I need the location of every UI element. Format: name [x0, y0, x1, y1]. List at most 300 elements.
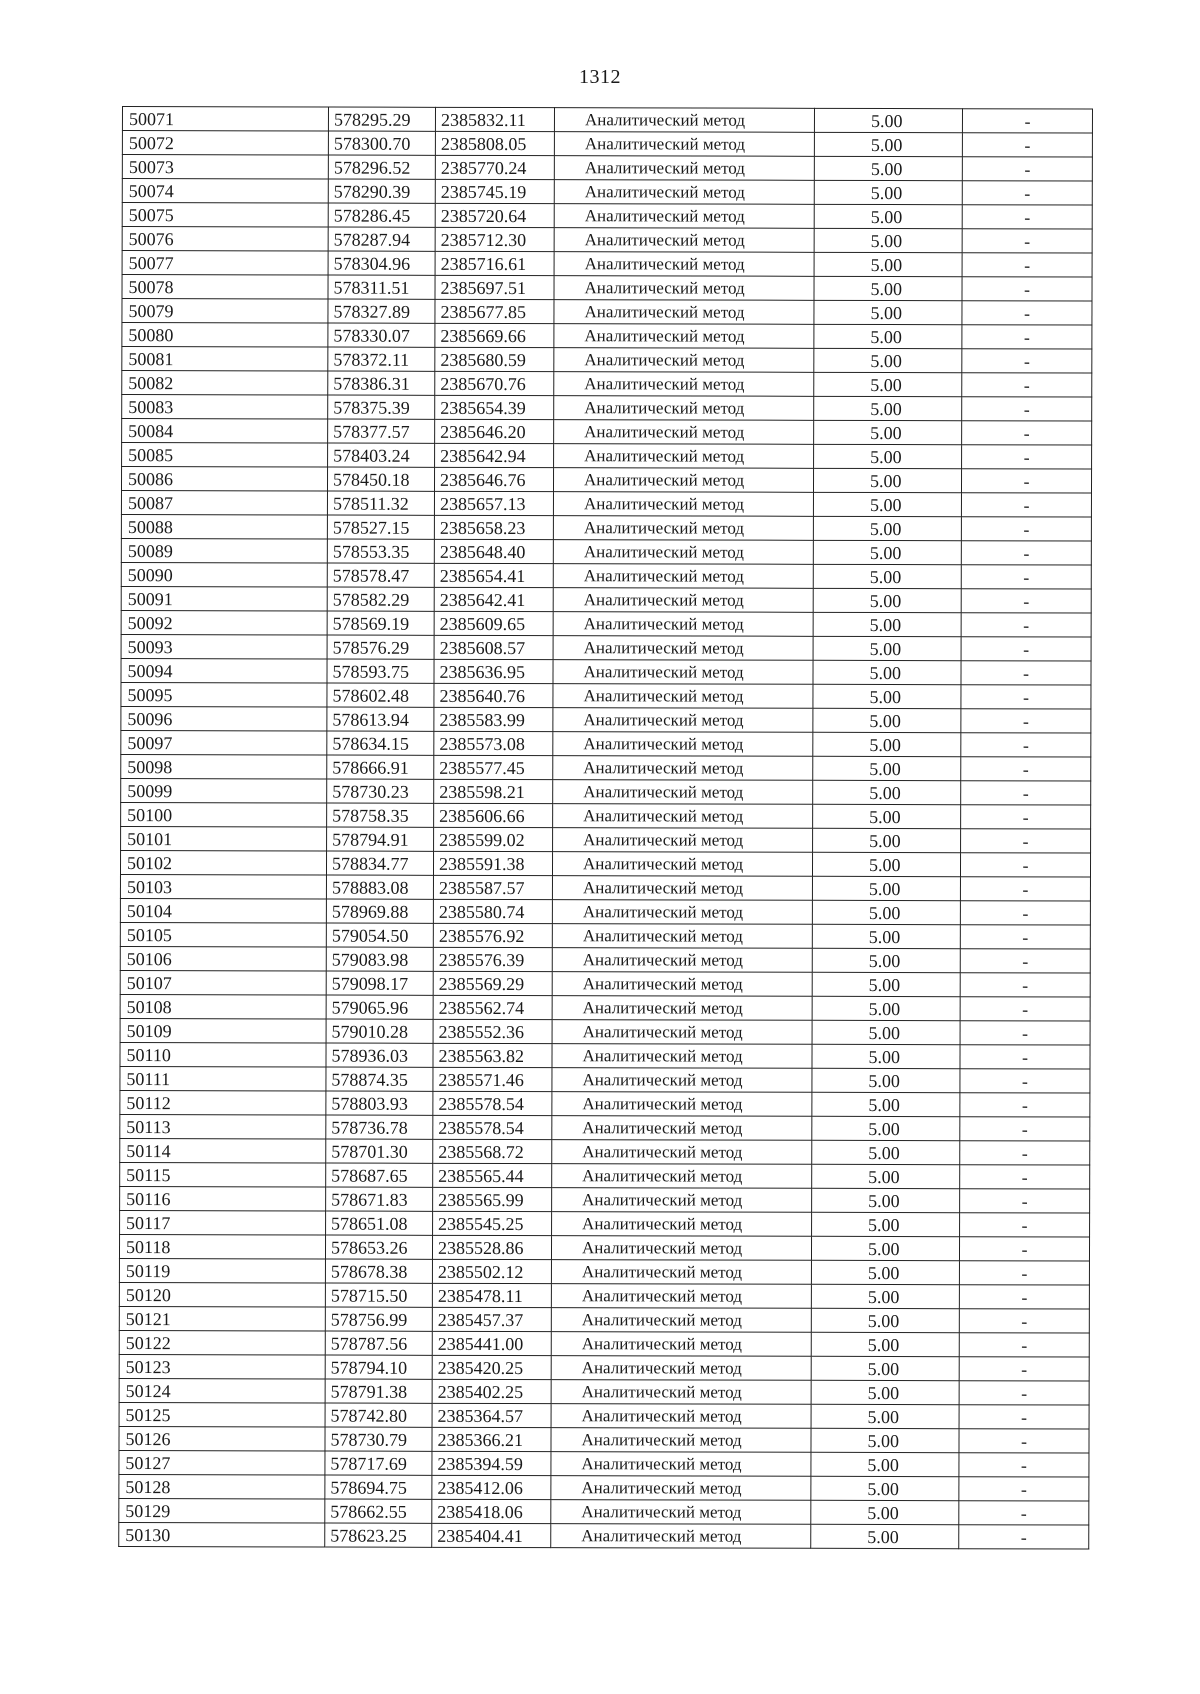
y-coordinate-cell: 2385716.61: [435, 251, 554, 275]
x-coordinate-cell: 578678.38: [325, 1259, 432, 1283]
accuracy-cell: 5.00: [814, 420, 962, 444]
point-number-cell: 50109: [120, 1018, 326, 1043]
note-cell: -: [959, 1429, 1089, 1453]
x-coordinate-cell: 578730.79: [325, 1427, 432, 1451]
method-cell: Аналитический метод: [552, 900, 812, 925]
point-number-cell: 50073: [122, 155, 328, 180]
y-coordinate-cell: 2385669.66: [435, 323, 554, 347]
accuracy-cell: 5.00: [812, 972, 960, 996]
x-coordinate-cell: 578372.11: [328, 347, 435, 371]
x-coordinate-cell: 578791.38: [325, 1379, 432, 1403]
accuracy-cell: 5.00: [814, 252, 962, 276]
table-row: [120, 1090, 1090, 1117]
y-coordinate-cell: 2385677.85: [435, 299, 554, 323]
table-row: [121, 682, 1091, 709]
table-row: [121, 467, 1091, 494]
point-number-cell: 50087: [121, 491, 327, 516]
note-cell: -: [959, 1405, 1089, 1429]
table-row: [121, 610, 1091, 637]
table-row: [120, 898, 1090, 925]
method-cell: Аналитический метод: [551, 1428, 811, 1453]
note-cell: -: [959, 1285, 1089, 1309]
note-cell: -: [962, 205, 1092, 229]
method-cell: Аналитический метод: [553, 588, 813, 613]
accuracy-cell: 5.00: [814, 348, 962, 372]
x-coordinate-cell: 578717.69: [325, 1451, 432, 1475]
method-cell: Аналитический метод: [551, 1452, 811, 1477]
table-row: [119, 1306, 1089, 1333]
method-cell: Аналитический метод: [553, 708, 813, 733]
note-cell: -: [961, 685, 1091, 709]
note-cell: -: [961, 757, 1091, 781]
method-cell: Аналитический метод: [552, 924, 812, 949]
point-number-cell: 50108: [120, 994, 326, 1019]
x-coordinate-cell: 578803.93: [326, 1091, 433, 1115]
y-coordinate-cell: 2385640.76: [434, 683, 553, 707]
x-coordinate-cell: 578969.88: [326, 899, 433, 923]
point-number-cell: 50095: [121, 682, 327, 707]
y-coordinate-cell: 2385658.23: [434, 515, 553, 539]
method-cell: Аналитический метод: [552, 1044, 812, 1069]
table-row: [122, 107, 1092, 134]
method-cell: Аналитический метод: [551, 1380, 811, 1405]
note-cell: -: [959, 1525, 1089, 1549]
x-coordinate-cell: 578701.30: [326, 1139, 433, 1163]
accuracy-cell: 5.00: [811, 1524, 959, 1548]
y-coordinate-cell: 2385636.95: [434, 659, 553, 683]
page-number: 1312: [579, 66, 621, 88]
method-cell: Аналитический метод: [552, 1068, 812, 1093]
table-row: [121, 706, 1091, 733]
note-cell: -: [960, 1021, 1090, 1045]
table-row: [122, 323, 1092, 350]
point-number-cell: 50128: [119, 1474, 325, 1499]
x-coordinate-cell: 578758.35: [327, 803, 434, 827]
y-coordinate-cell: 2385654.41: [434, 563, 553, 587]
table-row: [121, 754, 1091, 781]
table-row: [120, 946, 1090, 973]
note-cell: -: [959, 1237, 1089, 1261]
point-number-cell: 50127: [119, 1450, 325, 1475]
note-cell: -: [961, 637, 1091, 661]
accuracy-cell: 5.00: [813, 660, 961, 684]
y-coordinate-cell: 2385573.08: [434, 731, 553, 755]
point-number-cell: 50099: [121, 778, 327, 803]
point-number-cell: 50126: [119, 1426, 325, 1451]
x-coordinate-cell: 578330.07: [328, 323, 435, 347]
method-cell: Аналитический метод: [553, 636, 813, 661]
table-row: [122, 395, 1092, 422]
x-coordinate-cell: 578569.19: [327, 611, 434, 635]
method-cell: Аналитический метод: [551, 1332, 811, 1357]
table-row: [120, 922, 1090, 949]
point-number-cell: 50118: [119, 1234, 325, 1259]
x-coordinate-cell: 578582.29: [327, 587, 434, 611]
y-coordinate-cell: 2385366.21: [432, 1427, 551, 1451]
note-cell: -: [962, 397, 1092, 421]
y-coordinate-cell: 2385583.99: [434, 707, 553, 731]
point-number-cell: 50115: [120, 1162, 326, 1187]
note-cell: -: [962, 349, 1092, 373]
note-cell: -: [961, 589, 1091, 613]
method-cell: Аналитический метод: [553, 804, 813, 829]
y-coordinate-cell: 2385441.00: [432, 1331, 551, 1355]
y-coordinate-cell: 2385502.12: [432, 1259, 551, 1283]
table-row: [119, 1378, 1089, 1405]
x-coordinate-cell: 578671.83: [326, 1187, 433, 1211]
y-coordinate-cell: 2385402.25: [432, 1379, 551, 1403]
x-coordinate-cell: 578450.18: [327, 467, 434, 491]
note-cell: -: [961, 805, 1091, 829]
y-coordinate-cell: 2385770.24: [435, 155, 554, 179]
accuracy-cell: 5.00: [812, 852, 960, 876]
accuracy-cell: 5.00: [813, 804, 961, 828]
table-row: [121, 491, 1091, 518]
method-cell: Аналитический метод: [554, 324, 814, 349]
method-cell: Аналитический метод: [552, 1020, 812, 1045]
y-coordinate-cell: 2385832.11: [435, 107, 554, 131]
note-cell: -: [960, 1141, 1090, 1165]
y-coordinate-cell: 2385808.05: [435, 131, 554, 155]
method-cell: Аналитический метод: [554, 444, 814, 469]
x-coordinate-cell: 578377.57: [328, 419, 435, 443]
note-cell: -: [961, 709, 1091, 733]
y-coordinate-cell: 2385404.41: [432, 1523, 551, 1547]
note-cell: -: [960, 901, 1090, 925]
note-cell: -: [962, 421, 1092, 445]
x-coordinate-cell: 578794.10: [325, 1355, 432, 1379]
point-number-cell: 50104: [120, 898, 326, 923]
x-coordinate-cell: 578511.32: [327, 491, 434, 515]
x-coordinate-cell: 579054.50: [326, 923, 433, 947]
method-cell: Аналитический метод: [554, 108, 814, 133]
table-row: [119, 1450, 1089, 1477]
point-number-cell: 50125: [119, 1402, 325, 1427]
note-cell: -: [961, 733, 1091, 757]
note-cell: -: [960, 973, 1090, 997]
note-cell: -: [960, 877, 1090, 901]
table-row: [119, 1330, 1089, 1357]
x-coordinate-cell: 579010.28: [326, 1019, 433, 1043]
accuracy-cell: 5.00: [812, 900, 960, 924]
table-row: [122, 131, 1092, 158]
y-coordinate-cell: 2385609.65: [434, 611, 553, 635]
accuracy-cell: 5.00: [814, 396, 962, 420]
method-cell: Аналитический метод: [554, 348, 814, 373]
y-coordinate-cell: 2385571.46: [433, 1067, 552, 1091]
y-coordinate-cell: 2385646.76: [434, 467, 553, 491]
x-coordinate-cell: 578653.26: [325, 1235, 432, 1259]
point-number-cell: 50071: [122, 107, 328, 132]
method-cell: Аналитический метод: [552, 852, 812, 877]
x-coordinate-cell: 578527.15: [327, 515, 434, 539]
point-number-cell: 50119: [119, 1258, 325, 1283]
method-cell: Аналитический метод: [553, 516, 813, 541]
x-coordinate-cell: 578578.47: [327, 563, 434, 587]
x-coordinate-cell: 578593.75: [327, 659, 434, 683]
point-number-cell: 50100: [121, 802, 327, 827]
y-coordinate-cell: 2385364.57: [432, 1403, 551, 1427]
point-number-cell: 50106: [120, 946, 326, 971]
point-number-cell: 50089: [121, 538, 327, 563]
table-row: [121, 802, 1091, 829]
note-cell: -: [959, 1453, 1089, 1477]
method-cell: Аналитический метод: [552, 996, 812, 1021]
point-number-cell: 50129: [119, 1498, 325, 1523]
note-cell: -: [960, 1213, 1090, 1237]
accuracy-cell: 5.00: [812, 1092, 960, 1116]
table-row: [122, 299, 1092, 326]
x-coordinate-cell: 578736.78: [326, 1115, 433, 1139]
table-row: [120, 1162, 1090, 1189]
accuracy-cell: 5.00: [812, 1212, 960, 1236]
note-cell: -: [961, 469, 1091, 493]
y-coordinate-cell: 2385670.76: [435, 371, 554, 395]
note-cell: -: [961, 541, 1091, 565]
method-cell: Аналитический метод: [554, 396, 814, 421]
accuracy-cell: 5.00: [811, 1380, 959, 1404]
accuracy-cell: 5.00: [813, 780, 961, 804]
table-row: [119, 1258, 1089, 1285]
table-row: [120, 1186, 1090, 1213]
x-coordinate-cell: 578662.55: [325, 1499, 432, 1523]
note-cell: -: [960, 949, 1090, 973]
y-coordinate-cell: 2385591.38: [433, 851, 552, 875]
table-row: [121, 730, 1091, 757]
accuracy-cell: 5.00: [813, 636, 961, 660]
method-cell: Аналитический метод: [552, 876, 812, 901]
point-number-cell: 50083: [122, 395, 328, 420]
y-coordinate-cell: 2385394.59: [432, 1451, 551, 1475]
method-cell: Аналитический метод: [554, 132, 814, 157]
note-cell: -: [961, 781, 1091, 805]
accuracy-cell: 5.00: [812, 1116, 960, 1140]
point-number-cell: 50088: [121, 514, 327, 539]
method-cell: Аналитический метод: [553, 684, 813, 709]
table-row: [119, 1282, 1089, 1309]
accuracy-cell: 5.00: [814, 276, 962, 300]
point-number-cell: 50110: [120, 1042, 326, 1067]
table-row: [121, 586, 1091, 613]
point-number-cell: 50114: [120, 1138, 326, 1163]
method-cell: Аналитический метод: [554, 420, 814, 445]
method-cell: Аналитический метод: [552, 1140, 812, 1165]
y-coordinate-cell: 2385420.25: [432, 1355, 551, 1379]
x-coordinate-cell: 578327.89: [328, 299, 435, 323]
note-cell: -: [962, 253, 1092, 277]
table-row: [120, 994, 1090, 1021]
y-coordinate-cell: 2385720.64: [435, 203, 554, 227]
table-row: [120, 874, 1090, 901]
method-cell: Аналитический метод: [553, 828, 813, 853]
note-cell: -: [962, 109, 1092, 133]
x-coordinate-cell: 578715.50: [325, 1283, 432, 1307]
note-cell: -: [962, 325, 1092, 349]
note-cell: -: [960, 997, 1090, 1021]
y-coordinate-cell: 2385418.06: [432, 1499, 551, 1523]
accuracy-cell: 5.00: [811, 1308, 959, 1332]
x-coordinate-cell: 578742.80: [325, 1403, 432, 1427]
table-row: [120, 850, 1090, 877]
note-cell: -: [962, 445, 1092, 469]
accuracy-cell: 5.00: [812, 1044, 960, 1068]
table-row: [122, 443, 1092, 470]
accuracy-cell: 5.00: [812, 1140, 960, 1164]
accuracy-cell: 5.00: [814, 324, 962, 348]
accuracy-cell: 5.00: [812, 924, 960, 948]
table-row: [122, 347, 1092, 374]
x-coordinate-cell: 578794.91: [327, 827, 434, 851]
note-cell: -: [962, 229, 1092, 253]
method-cell: Аналитический метод: [553, 612, 813, 637]
x-coordinate-cell: 578290.39: [328, 179, 435, 203]
method-cell: Аналитический метод: [554, 252, 814, 277]
method-cell: Аналитический метод: [551, 1308, 811, 1333]
table-row: [119, 1234, 1089, 1261]
point-number-cell: 50081: [122, 347, 328, 372]
point-number-cell: 50076: [122, 227, 328, 252]
note-cell: -: [961, 493, 1091, 517]
accuracy-cell: 5.00: [813, 684, 961, 708]
table-row: [120, 1114, 1090, 1141]
table-row: [121, 514, 1091, 541]
point-number-cell: 50112: [120, 1090, 326, 1115]
method-cell: Аналитический метод: [552, 1188, 812, 1213]
point-number-cell: 50074: [122, 179, 328, 204]
note-cell: -: [960, 925, 1090, 949]
y-coordinate-cell: 2385578.54: [433, 1115, 552, 1139]
point-number-cell: 50085: [122, 443, 328, 468]
accuracy-cell: 5.00: [812, 996, 960, 1020]
point-number-cell: 50078: [122, 275, 328, 300]
table-row: [122, 203, 1092, 230]
accuracy-cell: 5.00: [813, 708, 961, 732]
method-cell: Аналитический метод: [551, 1524, 811, 1549]
method-cell: Аналитический метод: [551, 1356, 811, 1381]
y-coordinate-cell: 2385569.29: [433, 971, 552, 995]
x-coordinate-cell: 578375.39: [328, 395, 435, 419]
accuracy-cell: 5.00: [814, 180, 962, 204]
accuracy-cell: 5.00: [813, 516, 961, 540]
y-coordinate-cell: 2385657.13: [434, 491, 553, 515]
point-number-cell: 50098: [121, 754, 327, 779]
note-cell: -: [962, 301, 1092, 325]
accuracy-cell: 5.00: [811, 1476, 959, 1500]
x-coordinate-cell: 578286.45: [328, 203, 435, 227]
x-coordinate-cell: 578634.15: [327, 731, 434, 755]
point-number-cell: 50084: [122, 419, 328, 444]
accuracy-cell: 5.00: [811, 1332, 959, 1356]
method-cell: Аналитический метод: [553, 540, 813, 565]
method-cell: Аналитический метод: [553, 780, 813, 805]
point-number-cell: 50111: [120, 1066, 326, 1091]
point-number-cell: 50124: [119, 1378, 325, 1403]
x-coordinate-cell: 578300.70: [328, 131, 435, 155]
table-row: [122, 227, 1092, 254]
accuracy-cell: 5.00: [812, 1164, 960, 1188]
x-coordinate-cell: 578834.77: [326, 851, 433, 875]
table-row: [121, 778, 1091, 805]
accuracy-cell: 5.00: [811, 1356, 959, 1380]
accuracy-cell: 5.00: [812, 1020, 960, 1044]
y-coordinate-cell: 2385646.20: [435, 419, 554, 443]
point-number-cell: 50121: [119, 1306, 325, 1331]
table-row: [121, 634, 1091, 661]
table-row: [119, 1522, 1089, 1549]
method-cell: Аналитический метод: [554, 156, 814, 181]
method-cell: Аналитический метод: [553, 660, 813, 685]
point-number-cell: 50090: [121, 562, 327, 587]
x-coordinate-cell: 578295.29: [328, 107, 435, 131]
method-cell: Аналитический метод: [554, 372, 814, 397]
table-row: [120, 1042, 1090, 1069]
table-row: [119, 1474, 1089, 1501]
x-coordinate-cell: 578613.94: [327, 707, 434, 731]
y-coordinate-cell: 2385545.25: [433, 1211, 552, 1235]
note-cell: -: [959, 1381, 1089, 1405]
x-coordinate-cell: 578311.51: [328, 275, 435, 299]
method-cell: Аналитический метод: [552, 1116, 812, 1141]
method-cell: Аналитический метод: [553, 468, 813, 493]
x-coordinate-cell: 578883.08: [326, 875, 433, 899]
note-cell: -: [959, 1333, 1089, 1357]
accuracy-cell: 5.00: [814, 372, 962, 396]
x-coordinate-cell: 578576.29: [327, 635, 434, 659]
accuracy-cell: 5.00: [811, 1260, 959, 1284]
note-cell: -: [961, 661, 1091, 685]
note-cell: -: [960, 1045, 1090, 1069]
table-row: [122, 275, 1092, 302]
accuracy-cell: 5.00: [811, 1428, 959, 1452]
table-row: [121, 538, 1091, 565]
accuracy-cell: 5.00: [812, 1188, 960, 1212]
x-coordinate-cell: 579065.96: [326, 995, 433, 1019]
method-cell: Аналитический метод: [551, 1260, 811, 1285]
accuracy-cell: 5.00: [812, 948, 960, 972]
method-cell: Аналитический метод: [554, 204, 814, 229]
point-number-cell: 50072: [122, 131, 328, 156]
accuracy-cell: 5.00: [814, 228, 962, 252]
note-cell: -: [959, 1477, 1089, 1501]
point-number-cell: 50086: [121, 467, 327, 492]
method-cell: Аналитический метод: [554, 276, 814, 301]
point-number-cell: 50093: [121, 634, 327, 659]
accuracy-cell: 5.00: [812, 1068, 960, 1092]
x-coordinate-cell: 578403.24: [328, 443, 435, 467]
x-coordinate-cell: 578936.03: [326, 1043, 433, 1067]
coordinates-table-body: [119, 107, 1093, 1550]
y-coordinate-cell: 2385562.74: [433, 995, 552, 1019]
point-number-cell: 50075: [122, 203, 328, 228]
accuracy-cell: 5.00: [813, 612, 961, 636]
note-cell: -: [960, 1189, 1090, 1213]
method-cell: Аналитический метод: [554, 300, 814, 325]
point-number-cell: 50113: [120, 1114, 326, 1139]
point-number-cell: 50096: [121, 706, 327, 731]
method-cell: Аналитический метод: [551, 1284, 811, 1309]
y-coordinate-cell: 2385528.86: [432, 1235, 551, 1259]
y-coordinate-cell: 2385565.99: [433, 1187, 552, 1211]
method-cell: Аналитический метод: [551, 1476, 811, 1501]
x-coordinate-cell: 578687.65: [326, 1163, 433, 1187]
y-coordinate-cell: 2385552.36: [433, 1019, 552, 1043]
y-coordinate-cell: 2385578.54: [433, 1091, 552, 1115]
y-coordinate-cell: 2385598.21: [434, 779, 553, 803]
x-coordinate-cell: 578651.08: [326, 1211, 433, 1235]
note-cell: -: [962, 157, 1092, 181]
accuracy-cell: 5.00: [814, 108, 962, 132]
note-cell: -: [962, 373, 1092, 397]
